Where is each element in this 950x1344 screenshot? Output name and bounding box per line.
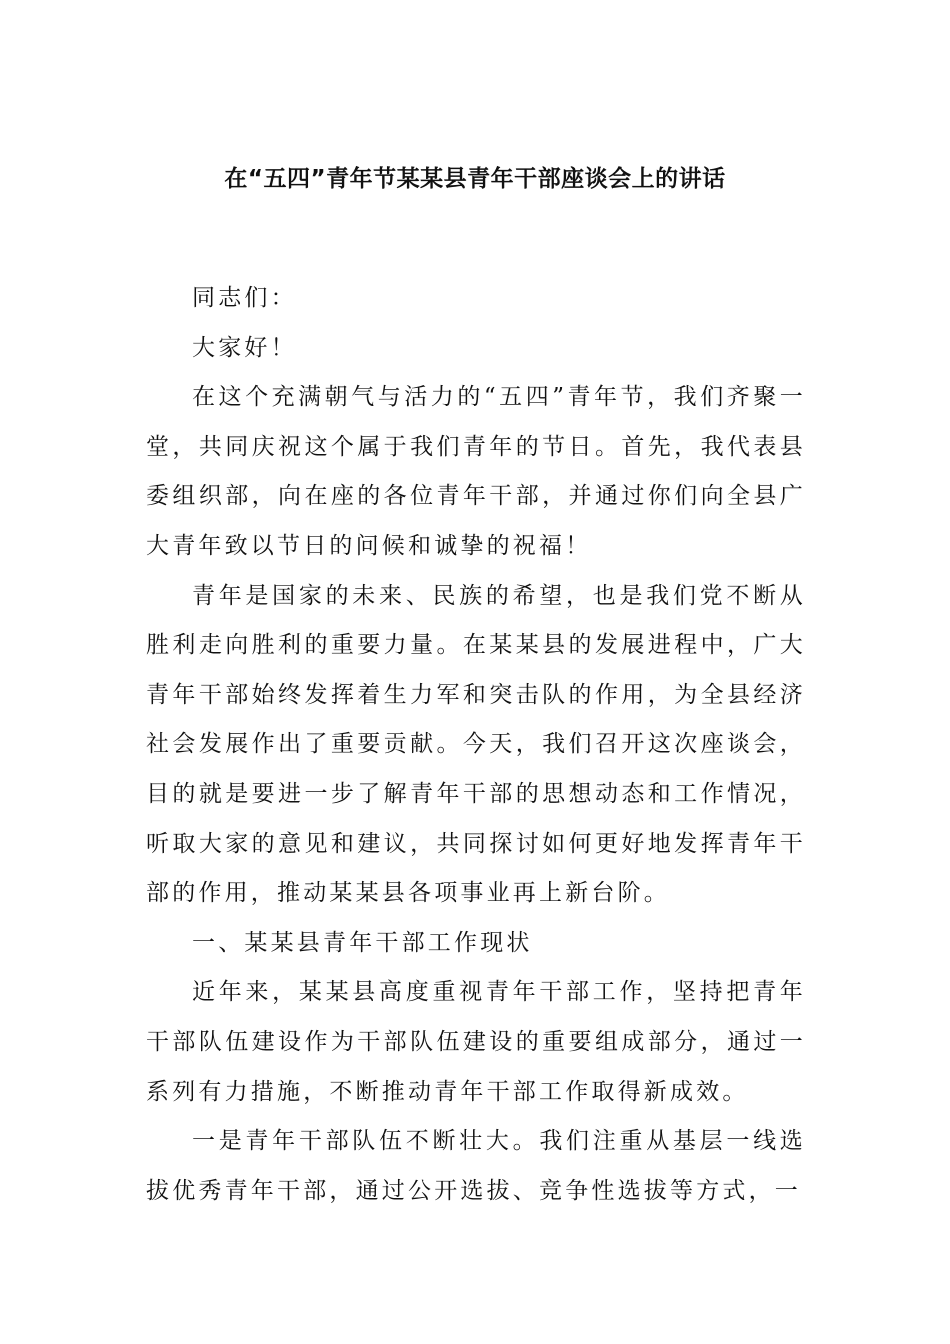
section-heading: 一、某某县青年干部工作现状: [192, 929, 533, 956]
paragraph-opening: 在这个充满朝气与活力的“五四”青年节，我们齐聚一堂，共同庆祝这个属于我们青年的节日。首先，我代表县委组织部，向在座的各位青年干部，并通过你们向全县广大青年致以节日的问候和诚挚的祝福！: [146, 384, 806, 559]
paragraph-point-one: 一是青年干部队伍不断壮大。我们注重从基层一线选拔优秀青年干部，通过公开选拔、竞争性选拔等方式，一: [146, 1128, 806, 1204]
document-title: 在“五四”青年节某某县青年干部座谈会上的讲话: [224, 166, 726, 192]
greeting: 大家好！: [192, 334, 297, 361]
paragraph-status: 近年来，某某县高度重视青年干部工作，坚持把青年干部队伍建设作为干部队伍建设的重要组成部分，通过一系列有力措施，不断推动青年干部工作取得新成效。: [146, 979, 806, 1105]
paragraph-purpose: 青年是国家的未来、民族的希望，也是我们党不断从胜利走向胜利的重要力量。在某某县的发展进程中，广大青年干部始终发挥着生力军和突击队的作用，为全县经济社会发展作出了重要贡献。今天，我们召开这次座谈会，目的就是要进一步了解青年干部的思想动态和工作情况，听取大家的意见和建议，共同探讨如何更好地发挥青年干部的作用，推动某某县各项事业再上新台阶。: [146, 582, 806, 907]
document-body: [146, 274, 806, 1216]
salutation: 同志们：: [192, 285, 297, 311]
